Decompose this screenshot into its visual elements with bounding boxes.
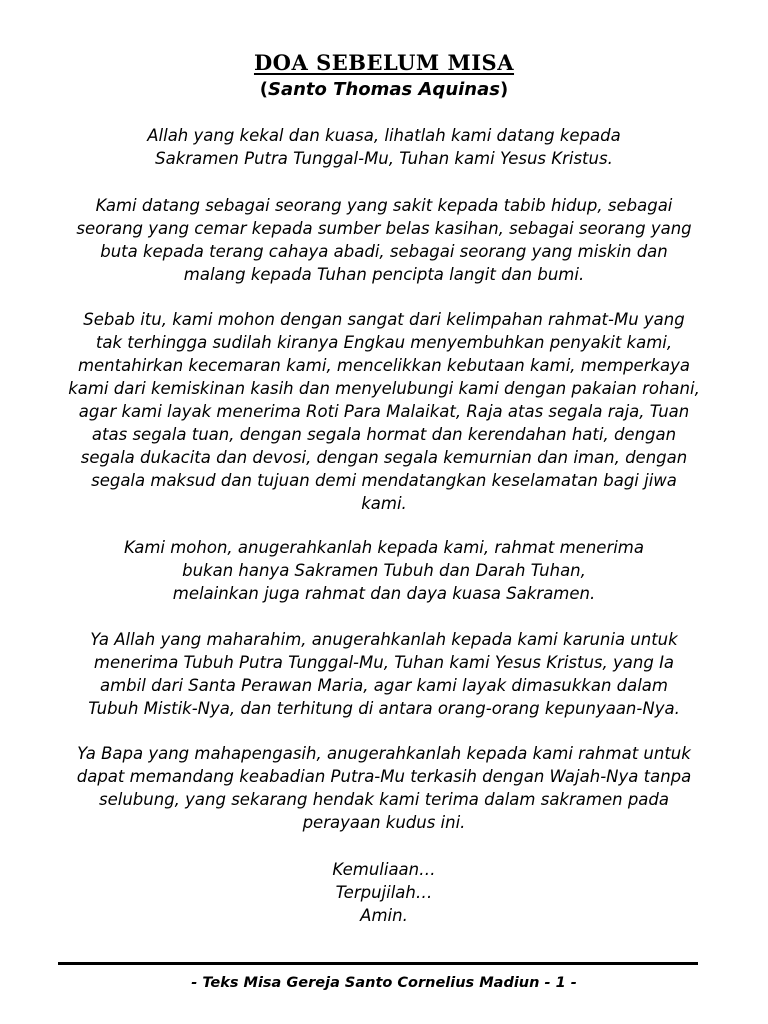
- page-title-text: DOA SEBELUM MISA: [253, 50, 515, 75]
- paragraph-line: Kami mohon, anugerahkanlah kepada kami, rahmat menerima: [123, 538, 644, 557]
- paragraph-line: mentahirkan kecemaran kami, mencelikkan kebutaan kami, memperkaya: [77, 356, 691, 375]
- prayer-paragraph-3: [40, 308, 728, 515]
- paragraph-line: ambil dari Santa Perawan Maria, agar kami layak dimasukkan dalam: [100, 676, 668, 695]
- subtitle-author: Santo Thomas Aquinas: [268, 79, 500, 100]
- subtitle-close-paren: ): [499, 79, 509, 100]
- prayer-paragraph-6: [40, 742, 728, 834]
- subtitle-open-paren: (: [259, 79, 268, 100]
- paragraph-line: Sebab itu, kami mohon dengan sangat dari kelimpahan rahmat-Mu yang: [83, 310, 685, 329]
- paragraph-line: selubung, yang sekarang hendak kami terima dalam sakramen pada: [99, 790, 669, 809]
- paragraph-line: perayaan kudus ini.: [302, 813, 466, 832]
- paragraph-line: agar kami layak menerima Roti Para Malaikat, Raja atas segala raja, Tuan: [78, 402, 690, 421]
- paragraph-line: atas segala tuan, dengan segala hormat dan kerendahan hati, dengan: [91, 425, 677, 444]
- paragraph-line: segala maksud dan tujuan demi mendatangkan keselamatan bagi jiwa: [91, 471, 677, 490]
- paragraph-line: bukan hanya Sakramen Tubuh dan Darah Tuhan,: [182, 561, 586, 580]
- paragraph-line: kami dari kemiskinan kasih dan menyelubungi kami dengan pakaian rohani,: [68, 379, 700, 398]
- paragraph-line: Sakramen Putra Tunggal-Mu, Tuhan kami Yesus Kristus.: [155, 149, 613, 168]
- paragraph-line: Ya Bapa yang mahapengasih, anugerahkanlah kepada kami rahmat untuk: [77, 744, 691, 763]
- prayer-paragraph-4: [40, 536, 728, 605]
- page-subtitle: [0, 78, 768, 102]
- paragraph-line: seorang yang cemar kepada sumber belas kasihan, sebagai seorang yang: [76, 219, 692, 238]
- prayer-paragraph-2: [40, 194, 728, 286]
- paragraph-line: menerima Tubuh Putra Tunggal-Mu, Tuhan kami Yesus Kristus, yang Ia: [93, 653, 675, 672]
- paragraph-line: melainkan juga rahmat dan daya kuasa Sakramen.: [172, 584, 596, 603]
- paragraph-line: buta kepada terang cahaya abadi, sebagai seorang yang miskin dan: [100, 242, 668, 261]
- paragraph-line: Kami datang sebagai seorang yang sakit kepada tabib hidup, sebagai: [95, 196, 673, 215]
- closing-line: Kemuliaan…: [332, 860, 436, 879]
- prayer-paragraph-1: [40, 124, 728, 170]
- paragraph-line: tak terhingga sudilah kiranya Engkau menyembuhkan penyakit kami,: [95, 333, 673, 352]
- closing-line: Amin.: [360, 906, 408, 925]
- paragraph-line: Tubuh Mistik-Nya, dan terhitung di antara orang-orang kepunyaan-Nya.: [88, 699, 680, 718]
- page-title: [0, 50, 768, 76]
- page-footer: - Teks Misa Gereja Santo Cornelius Madiun - 1 -: [191, 975, 577, 991]
- paragraph-line: malang kepada Tuhan pencipta langit dan bumi.: [183, 265, 585, 284]
- paragraph-line: segala dukacita dan devosi, dengan segala kemurnian dan iman, dengan: [80, 448, 688, 467]
- paragraph-line: Ya Allah yang maharahim, anugerahkanlah kepada kami karunia untuk: [90, 630, 678, 649]
- paragraph-line: kami.: [361, 494, 407, 513]
- paragraph-line: Allah yang kekal dan kuasa, lihatlah kami datang kepada: [147, 126, 621, 145]
- prayer-paragraph-5: [40, 628, 728, 720]
- paragraph-line: dapat memandang keabadian Putra-Mu terkasih dengan Wajah-Nya tanpa: [76, 767, 692, 786]
- prayer-closing: [40, 858, 728, 927]
- closing-line: Terpujilah…: [335, 883, 433, 902]
- footer-divider: [58, 962, 698, 965]
